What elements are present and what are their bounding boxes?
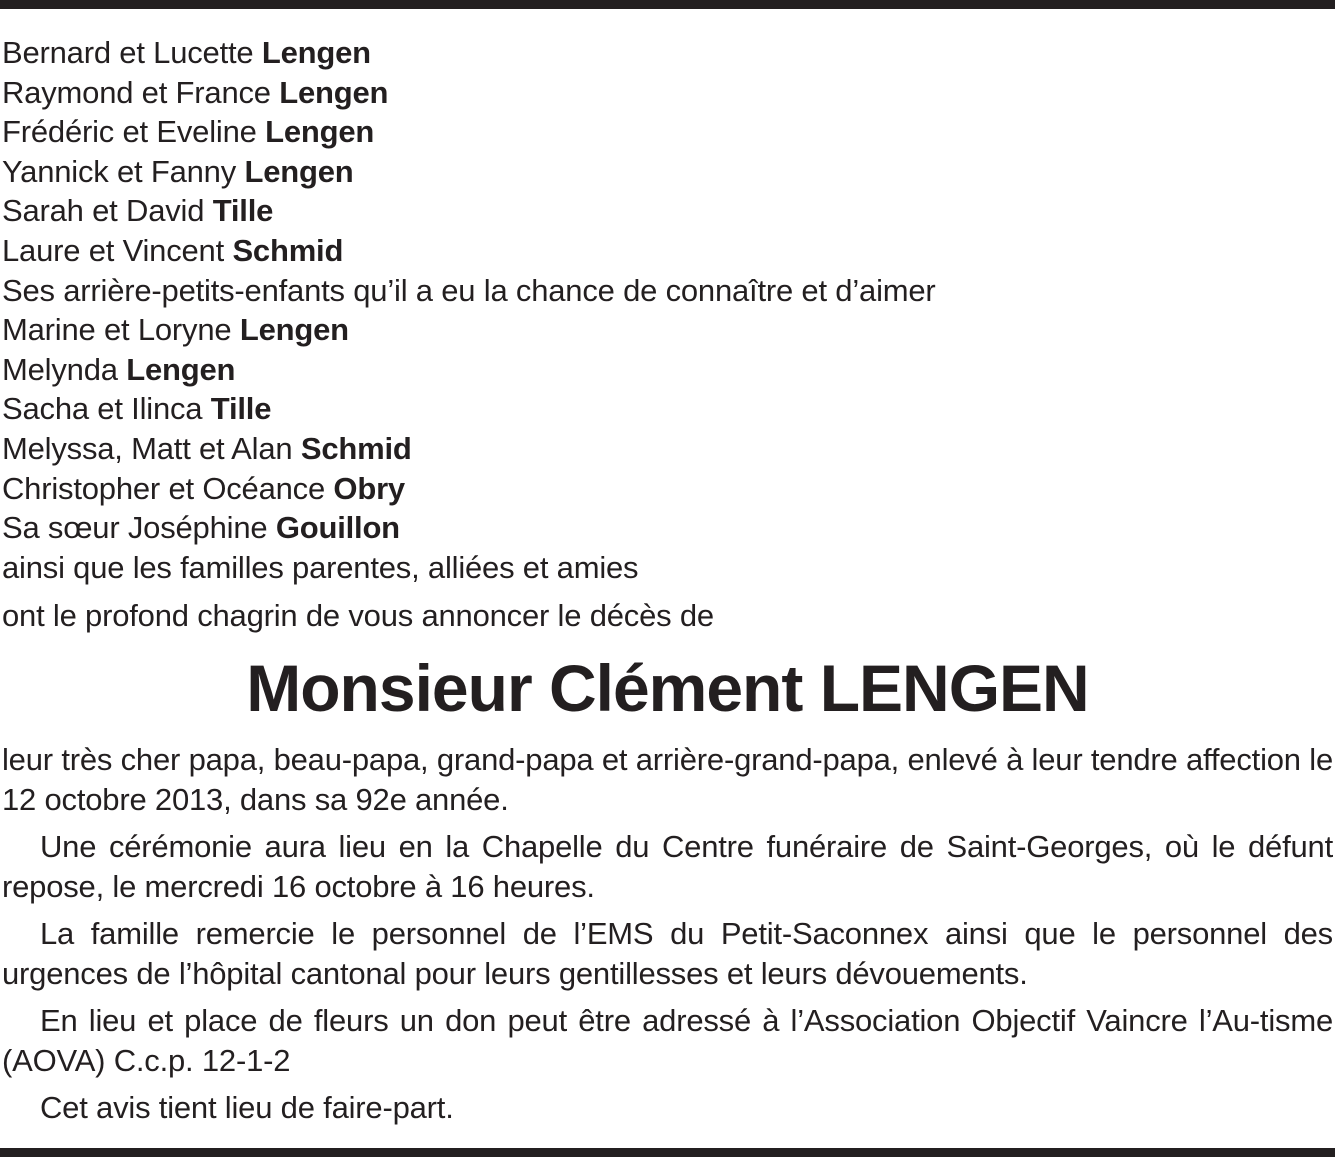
mourner-surname: Lengen	[244, 153, 354, 189]
obituary-paragraph: leur très cher papa, beau-papa, grand-papa et arrière-grand-papa, enlevé à leur tendre affection le 12 octobre 2013, dans sa 92e année.	[2, 742, 1333, 817]
mourner-surname: Tille	[212, 193, 274, 229]
mourner-given-names: Melyssa, Matt et Alan	[2, 430, 293, 466]
deceased-name: Monsieur Clément LENGEN	[246, 651, 1089, 725]
mourner-line	[2, 350, 1322, 390]
mourner-surname: Gouillon	[275, 510, 400, 546]
mourner-given-names: Sa sœur Joséphine	[2, 510, 268, 546]
mourner-given-names: Frédéric et Eveline	[2, 114, 257, 150]
mourner-line	[2, 73, 1322, 113]
mourner-line	[2, 469, 1322, 509]
mourners-list	[2, 33, 1322, 587]
mourner-line	[2, 231, 1322, 271]
mourner-surname: Lengen	[239, 312, 349, 348]
mourner-line	[2, 191, 1322, 231]
mourner-given-names: Raymond et France	[2, 74, 271, 110]
mourner-surname: Tille	[210, 391, 272, 427]
mourner-given-names: Sarah et David	[2, 193, 205, 229]
mourner-surname: Lengen	[261, 35, 371, 70]
mourner-line	[2, 429, 1322, 469]
mourner-surname: Lengen	[126, 351, 236, 387]
mourner-line	[2, 508, 1322, 548]
mourner-surname: Lengen	[265, 114, 375, 150]
mourner-given-names: ainsi que les familles parentes, alliées et amies	[2, 549, 639, 585]
obituary-body	[2, 740, 1333, 1135]
mourner-line	[2, 310, 1322, 350]
mourner-line	[2, 112, 1322, 152]
mourner-given-names: Yannick et Fanny	[2, 153, 237, 189]
mourner-given-names: Sacha et Ilinca	[2, 391, 203, 427]
mourner-given-names: Laure et Vincent	[2, 232, 225, 268]
mourner-surname: Obry	[333, 470, 405, 506]
mourner-given-names: Melynda	[2, 351, 118, 387]
mourner-given-names: Christopher et Océance	[2, 470, 325, 506]
mourner-surname: Lengen	[279, 74, 389, 110]
obituary-paragraph: En lieu et place de fleurs un don peut être adressé à l’Association Objectif Vaincre l’Au-tisme (AOVA) C.c.p. 12-1-2	[2, 1003, 1333, 1078]
obituary-paragraph: Cet avis tient lieu de faire-part.	[40, 1090, 454, 1125]
mourner-line	[2, 33, 1322, 73]
mourner-given-names: Marine et Loryne	[2, 312, 232, 348]
mourner-surname: Schmid	[232, 232, 344, 268]
bottom-border-rule	[0, 1148, 1335, 1157]
mourner-surname: Schmid	[300, 430, 412, 466]
mourner-given-names: Bernard et Lucette	[2, 35, 254, 70]
mourner-line	[2, 152, 1322, 192]
obituary-paragraph: Une cérémonie aura lieu en la Chapelle du Centre funéraire de Saint-Georges, où le défunt repose, le mercredi 16 octobre à 16 heures.	[2, 829, 1333, 904]
mourner-given-names: Ses arrière-petits-enfants qu’il a eu la chance de connaître et d’aimer	[2, 272, 936, 308]
top-border-rule	[0, 0, 1335, 9]
announcement-intro: ont le profond chagrin de vous annoncer le décès de	[2, 598, 714, 633]
mourner-line	[2, 548, 1322, 588]
mourner-line	[2, 271, 1322, 311]
obituary-paragraph: La famille remercie le personnel de l’EMS du Petit-Saconnex ainsi que le personnel des urgences de l’hôpital cantonal pour leurs gentillesses et leurs dévouements.	[2, 916, 1333, 991]
mourner-line	[2, 389, 1322, 429]
